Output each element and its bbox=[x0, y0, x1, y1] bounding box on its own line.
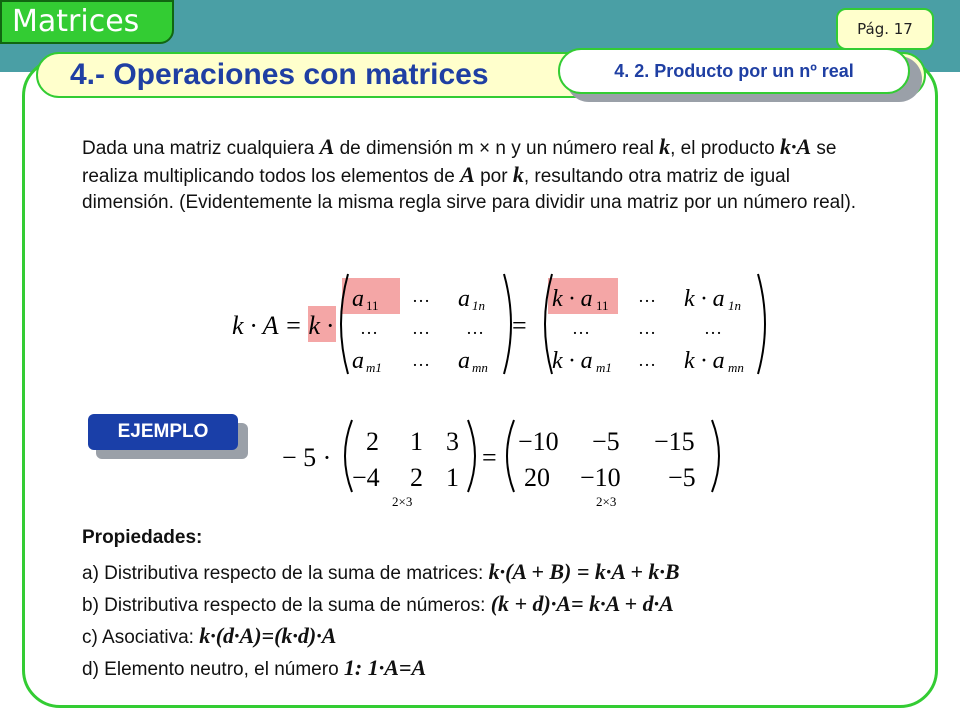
property-c bbox=[82, 623, 336, 651]
example-dim: 2×3 bbox=[392, 494, 413, 509]
cell-dots: … bbox=[638, 286, 656, 306]
cell-dots: … bbox=[638, 318, 656, 338]
equals-sign: = bbox=[482, 443, 497, 472]
result-cell: −15 bbox=[654, 427, 695, 456]
cell-dots: … bbox=[638, 350, 656, 370]
property-text: c) Asociativa: bbox=[82, 627, 200, 648]
properties-heading: Propiedades: bbox=[82, 527, 203, 548]
example-cell: 1 bbox=[446, 463, 459, 492]
intro-text: , resultando otra matriz de igual dimensión. (Evidentemente la misma regla sirve para dividir una matriz por un número real). bbox=[82, 166, 857, 213]
example-cell: 2 bbox=[410, 463, 423, 492]
result-cell: −10 bbox=[580, 463, 621, 492]
example-cell: 1 bbox=[410, 427, 423, 456]
var-A: A bbox=[319, 134, 335, 159]
property-b bbox=[82, 591, 674, 619]
cell-am1: a bbox=[352, 348, 364, 374]
page-title: 4.- Operaciones con matrices bbox=[70, 58, 489, 91]
cell-kam1-sub: m1 bbox=[596, 360, 612, 375]
cell-dots: … bbox=[704, 318, 722, 338]
page-number: Pág. 17 bbox=[836, 8, 934, 50]
example-cell: −4 bbox=[352, 463, 380, 492]
property-a bbox=[82, 559, 680, 587]
cell-dots: … bbox=[466, 318, 484, 338]
example-cell: 2 bbox=[366, 427, 379, 456]
intro-text: por bbox=[474, 166, 513, 187]
cell-ka11: k · a bbox=[552, 286, 593, 312]
cell-amn-sub: mn bbox=[472, 360, 488, 375]
property-d bbox=[82, 655, 426, 683]
cell-a11-sub: 11 bbox=[366, 298, 379, 313]
intro-text: Dada una matriz cualquiera bbox=[82, 138, 320, 159]
property-text: b) Distributiva respecto de la suma de números: bbox=[82, 595, 491, 616]
equals-sign: = bbox=[512, 311, 527, 340]
cell-dots: … bbox=[412, 350, 430, 370]
example-formula bbox=[280, 416, 730, 512]
example-button: EJEMPLO bbox=[88, 414, 238, 450]
formula-lhs: k · A = k · bbox=[232, 311, 334, 340]
cell-dots: … bbox=[572, 318, 590, 338]
property-text: d) Elemento neutro, el número bbox=[82, 659, 344, 680]
result-cell: −5 bbox=[668, 463, 696, 492]
cell-a1n-sub: 1n bbox=[472, 298, 485, 313]
intro-text: , el producto bbox=[670, 138, 780, 159]
intro-paragraph bbox=[82, 134, 872, 216]
cell-am1-sub: m1 bbox=[366, 360, 382, 375]
left-paren bbox=[507, 420, 514, 492]
cell-ka11-sub: 11 bbox=[596, 298, 609, 313]
property-formula: k·(A + B) = k·A + k·B bbox=[488, 559, 680, 584]
right-paren bbox=[758, 274, 765, 374]
var-A: A bbox=[460, 162, 475, 187]
property-text: a) Distributiva respecto de la suma de matrices: bbox=[82, 563, 489, 584]
section-tag: Matrices bbox=[0, 0, 174, 44]
result-cell: −10 bbox=[518, 427, 559, 456]
left-paren bbox=[345, 420, 352, 492]
intro-text: de dimensión m × n y un número real bbox=[334, 138, 660, 159]
example-scalar: − 5 · bbox=[282, 443, 332, 472]
var-k: k bbox=[659, 134, 671, 159]
cell-a11: a bbox=[352, 286, 364, 312]
example-cell: 3 bbox=[446, 427, 459, 456]
cell-kamn: k · a bbox=[684, 348, 725, 374]
cell-amn: a bbox=[458, 348, 470, 374]
property-formula: k·(d·A)=(k·d)·A bbox=[199, 623, 337, 648]
scalar-product-formula bbox=[228, 270, 788, 380]
result-cell: 20 bbox=[524, 463, 550, 492]
right-paren bbox=[468, 420, 475, 492]
cell-kam1: k · a bbox=[552, 348, 593, 374]
intro-text: se realiza multiplicando todos los elementos de bbox=[82, 138, 837, 187]
cell-dots: … bbox=[412, 286, 430, 306]
cell-ka1n-sub: 1n bbox=[728, 298, 741, 313]
right-paren bbox=[712, 420, 719, 492]
property-formula: (k + d)·A= k·A + d·A bbox=[490, 591, 674, 616]
cell-kamn-sub: mn bbox=[728, 360, 744, 375]
result-cell: −5 bbox=[592, 427, 620, 456]
right-paren bbox=[504, 274, 511, 374]
cell-dots: … bbox=[412, 318, 430, 338]
property-formula: 1: 1·A=A bbox=[343, 655, 427, 680]
cell-dots: … bbox=[360, 318, 378, 338]
var-k: k bbox=[512, 162, 524, 187]
var-kA: k·A bbox=[779, 134, 812, 159]
subtitle-tab: 4. 2. Producto por un nº real bbox=[558, 48, 910, 94]
cell-ka1n: k · a bbox=[684, 286, 725, 312]
result-dim: 2×3 bbox=[596, 494, 617, 509]
cell-a1n: a bbox=[458, 286, 470, 312]
